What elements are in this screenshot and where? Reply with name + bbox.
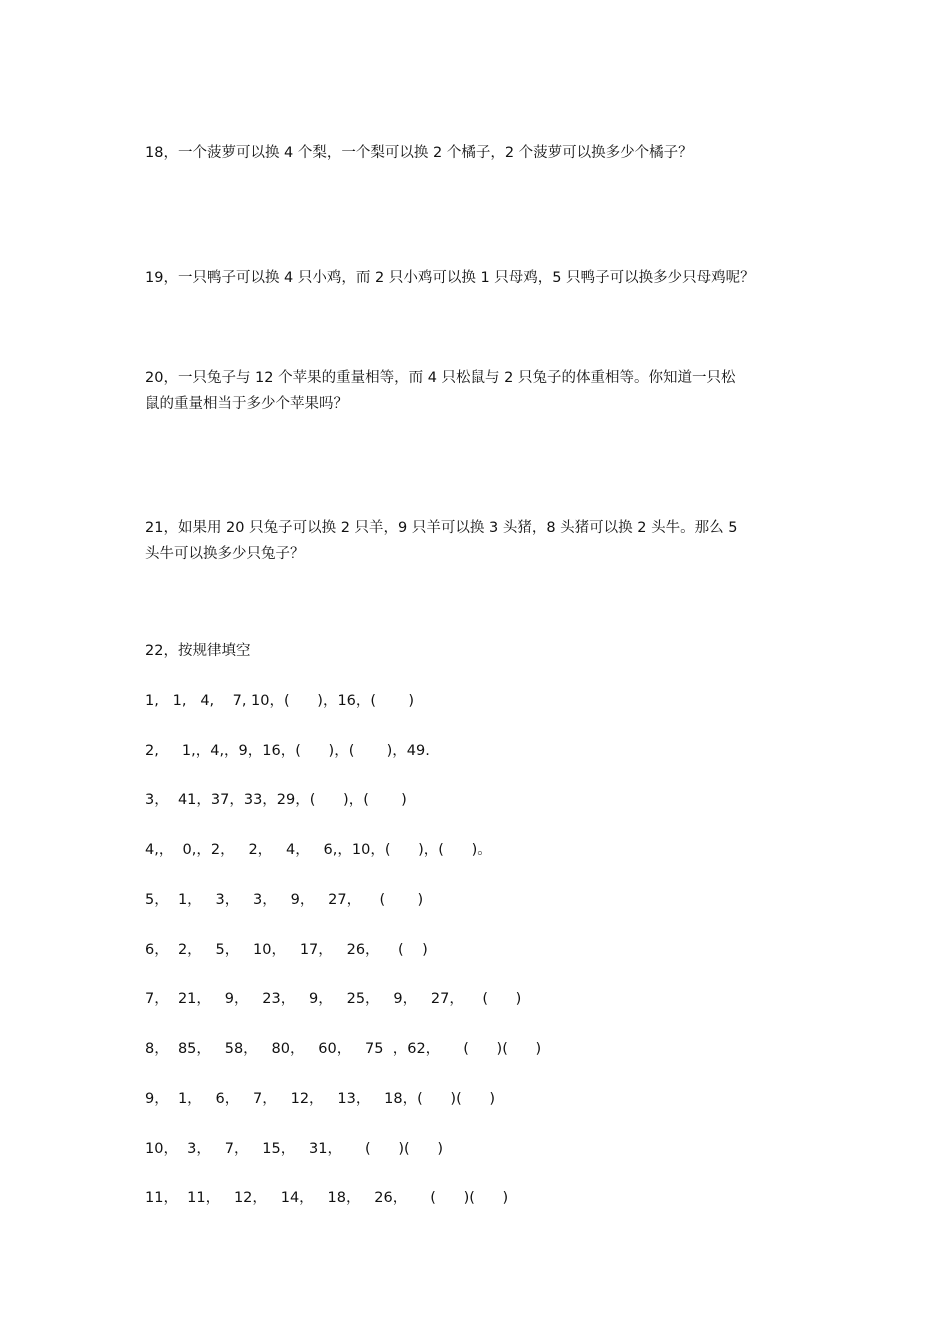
sequence-item-5: 5， 1， 3， 3， 9， 27， ( ) xyxy=(145,892,424,908)
question-20-line-1: 20，一只兔子与 12 个苹果的重量相等，而 4 只松鼠与 2 只兔子的体重相等。你知道一只松 xyxy=(145,370,736,386)
question-21-line-2: 头牛可以换多少只兔子？ xyxy=(145,546,305,562)
sequence-item-1: 1, 1, 4, 7, 10，( )，16，( ) xyxy=(145,693,414,709)
sequence-item-6: 6， 2， 5， 10， 17， 26， ( ) xyxy=(145,942,428,958)
sequence-item-3: 3， 41，37，33，29，( )，( ) xyxy=(145,792,407,808)
sequence-item-8: 8， 85， 58， 80， 60， 75 ，62， ( )( ) xyxy=(145,1041,542,1057)
sequence-item-11: 11， 11， 12， 14， 18， 26， ( )( ) xyxy=(145,1190,509,1206)
sequence-item-7: 7， 21， 9， 23， 9， 25， 9， 27， ( ) xyxy=(145,991,522,1007)
sequence-item-9: 9， 1， 6， 7， 12， 13， 18，( )( ) xyxy=(145,1091,496,1107)
question-19: 19，一只鸭子可以换 4 只小鸡，而 2 只小鸡可以换 1 只母鸡，5 只鸭子可以换多少只母鸡呢？ xyxy=(145,270,755,286)
sequence-item-4: 4,， 0,，2， 2， 4， 6,，10，( )，( )。 xyxy=(145,842,492,858)
question-22-title: 22，按规律填空 xyxy=(145,643,251,659)
sequence-item-10: 10， 3， 7， 15， 31， ( )( ) xyxy=(145,1141,443,1157)
question-20-line-2: 鼠的重量相当于多少个苹果吗？ xyxy=(145,396,348,412)
question-18: 18，一个菠萝可以换 4 个梨，一个梨可以换 2 个橘子，2 个菠萝可以换多少个橘子？ xyxy=(145,145,693,161)
sequence-item-2: 2, 1,，4,，9，16，( )，( )，49. xyxy=(145,743,430,759)
question-21-line-1: 21，如果用 20 只兔子可以换 2 只羊，9 只羊可以换 3 头猪，8 头猪可以换 2 头牛。那么 5 xyxy=(145,520,738,536)
